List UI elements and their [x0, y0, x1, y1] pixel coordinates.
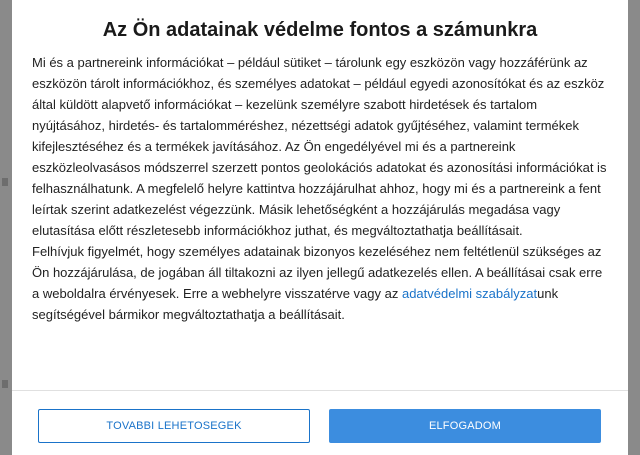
paragraph-2-suffix: unk segítségével bármikor megváltoztathatja a beállításait.: [32, 286, 559, 322]
paragraph-2-prefix: Felhívjuk figyelmét, hogy személyes adatainak bizonyos kezeléséhez nem feltétlenül szükséges az Ön hozzájárulása, de jogában áll tiltakozni az ilyen jellegű adatkezelés ellen. A beállításai csak erre a weboldalra érvényesek. Erre a webhelyre visszatérve vagy az: [32, 244, 603, 301]
backdrop-fragment: [2, 178, 8, 186]
dialog-footer: [12, 390, 628, 455]
consent-paragraph-2: [32, 241, 608, 325]
privacy-policy-link[interactable]: adatvédelmi szabályzat: [401, 286, 538, 301]
more-options-button[interactable]: TOVABBI LEHETOSEGEK: [38, 409, 310, 443]
accept-button[interactable]: ELFOGADOM: [329, 409, 601, 443]
backdrop-fragment: [2, 380, 8, 388]
consent-dialog: [12, 0, 628, 455]
backdrop-right: [628, 0, 640, 455]
consent-dialog-body: [12, 0, 628, 390]
consent-paragraph-1: Mi és a partnereink információkat – például sütiket – tárolunk egy eszközön vagy hozzáférünk az eszközön tárolt információkhoz, és személyes adatokat – például egyedi azonosítókat és az eszköz által küldött alapvető információkat – kezelünk személyre szabott hirdetések és tartalom nyújtásához, hirdetés- és tartalomméréshez, nézettségi adatok gyűjtéséhez, valamint termékek kifejlesztéséhez és a termékek javításához. Az Ön engedélyével mi és a partnereink eszközleolvasásos módszerrel szerzett pontos geolokációs adatokat és azonosítási információkat is felhasználhatunk. A megfelelő helyre kattintva hozzájárulhat ahhoz, hogy mi és a partnereink a fent leírtak szerint adatkezelést végezzünk. Másik lehetőségként a hozzájárulás megadása vagy elutasítása előtt részletesebb információkhoz juthat, és megváltoztathatja beállításait.: [32, 55, 607, 238]
dialog-title: Az Ön adatainak védelme fontos a számunkra: [102, 19, 538, 41]
